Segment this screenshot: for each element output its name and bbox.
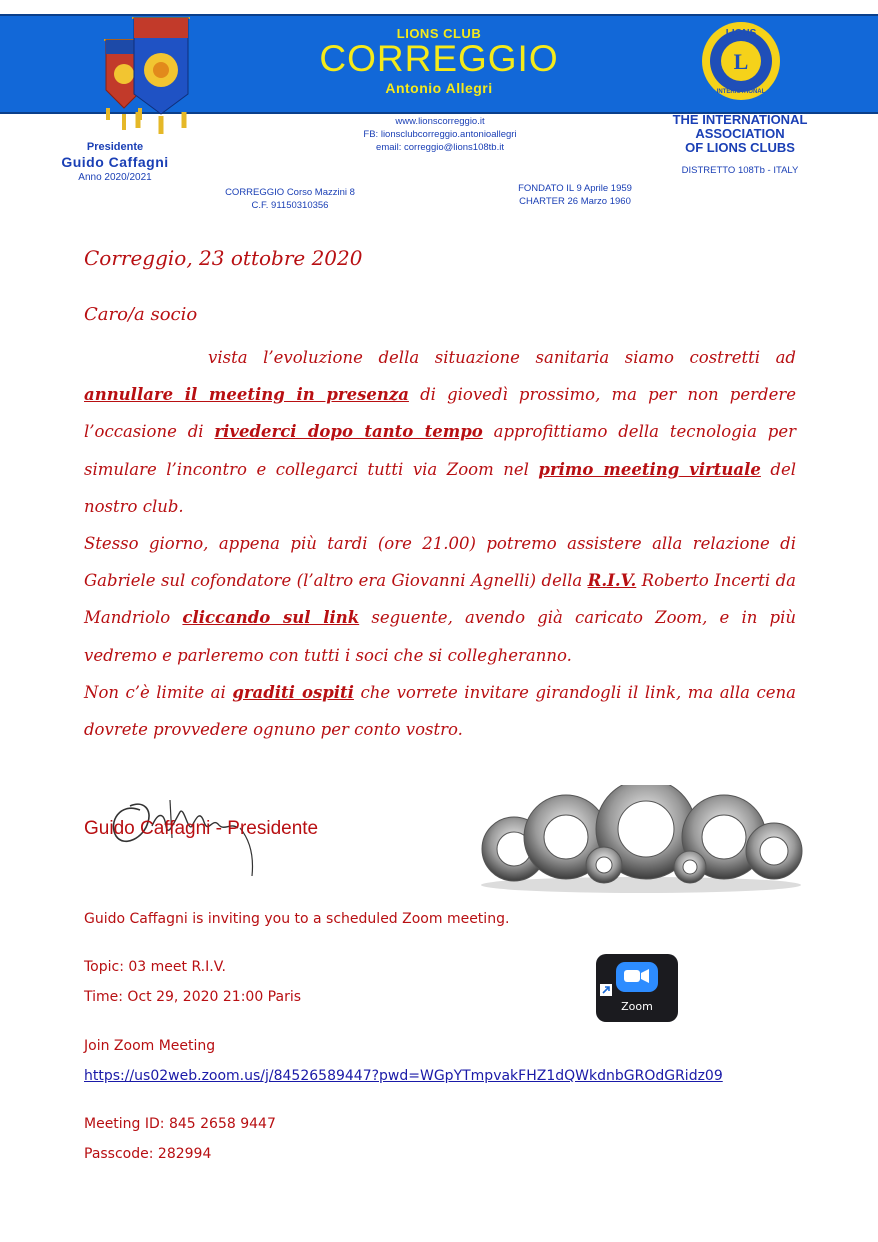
logo-letter: L <box>733 49 749 74</box>
underlined-text: R.I.V. <box>587 571 637 591</box>
address-block <box>200 186 380 212</box>
underlined-text: primo meeting virtuale <box>538 459 761 479</box>
intl-line-2: ASSOCIATION <box>695 126 785 141</box>
underlined-text: cliccando sul link <box>182 608 360 628</box>
underlined-text: graditi ospiti <box>232 682 354 702</box>
text: approfittiamo della tecnologia per simulare l’incontro e collegarci tutti via Zoom nel <box>84 422 796 479</box>
underlined-text: annullare il meeting in presenza <box>84 385 409 405</box>
club-subtitle: Antonio Allegri <box>385 80 493 96</box>
text: Stesso giorno, appena più tardi (ore 21.00) potremo assistere alla relazione di Gabriele sul cofondatore (l’altro era Giovanni Agnelli) della <box>84 534 796 591</box>
letter-date: Correggio, 23 ottobre 2020 <box>84 246 363 270</box>
founded-block <box>480 182 670 208</box>
club-name: CORREGGIO <box>319 38 559 79</box>
logo-text: LIONS <box>725 28 757 39</box>
letter-paragraph-2 <box>84 525 796 674</box>
address: CORREGGIO Corso Mazzini 8 <box>225 187 355 198</box>
website-link[interactable]: www.lionscorreggio.it <box>395 116 485 127</box>
zoom-meeting-link[interactable]: https://us02web.zoom.us/j/84526589447?pwd=WGpYTmpvakFHZ1dQWkdnbGROdGRidz09 <box>84 1068 723 1084</box>
international-association <box>650 113 830 155</box>
president-name: Guido Caffagni <box>61 154 169 170</box>
text: seguente, avendo già caricato Zoom, e in più vedremo e parleremo con tutti i soci che si collegheranno. <box>84 608 796 665</box>
text: vista l’evoluzione della situazione sanitaria siamo costretti ad <box>208 348 796 367</box>
letter-body <box>84 339 796 748</box>
text: di giovedì prossimo, ma per non perdere l’occasione di <box>84 385 796 442</box>
underlined-text: rivederci dopo tanto tempo <box>214 422 483 442</box>
fiscal-code: C.F. 91150310356 <box>251 200 329 211</box>
letter-paragraph-3 <box>84 674 796 748</box>
zoom-join-label: Join Zoom Meeting <box>84 1038 216 1054</box>
zoom-time: Time: Oct 29, 2020 21:00 Paris <box>84 989 302 1005</box>
text: Roberto Incerti da Mandriolo <box>84 571 796 628</box>
contact-block <box>300 115 580 154</box>
zoom-app-label: Zoom <box>621 1000 653 1013</box>
ball-bearings-image <box>476 785 806 895</box>
logo-text-bottom: INTERNATIONAL <box>716 89 766 95</box>
charter-date: CHARTER 26 Marzo 1960 <box>519 196 631 207</box>
email-link[interactable]: email: correggio@lions108tb.it <box>376 142 504 153</box>
intl-line-3: OF LIONS CLUBS <box>685 140 795 155</box>
district: DISTRETTO 108Tb - ITALY <box>681 165 799 176</box>
founded-date: FONDATO IL 9 Aprile 1959 <box>518 183 632 194</box>
text: del nostro club. <box>84 459 796 516</box>
text: che vorrete invitare girandogli il link, ma alla cena dovrete provvedere ognuno per conto vostro. <box>84 682 796 740</box>
pennant-flags-icon <box>98 8 194 136</box>
club-small-title: LIONS CLUB <box>396 26 482 41</box>
lions-international-logo-icon <box>700 20 782 102</box>
president-year: Anno 2020/2021 <box>78 172 152 183</box>
letter-greeting: Caro/a socio <box>84 304 198 325</box>
signature-name: Guido Caffagni - Presidente <box>84 818 319 839</box>
text: Non c’è limite ai <box>84 682 233 702</box>
zoom-app-icon[interactable] <box>594 952 680 1024</box>
facebook-link[interactable]: FB: lionsclubcorreggio.antonioallegri <box>363 129 517 140</box>
zoom-meeting-id: Meeting ID: 845 2658 9447 <box>84 1116 276 1132</box>
letter-paragraph-1 <box>84 339 796 525</box>
zoom-passcode: Passcode: 282994 <box>84 1146 212 1162</box>
zoom-topic: Topic: 03 meet R.I.V. <box>84 959 226 975</box>
zoom-invite-text: Guido Caffagni is inviting you to a scheduled Zoom meeting. <box>84 911 510 927</box>
intl-line-1: THE INTERNATIONAL <box>672 112 808 127</box>
president-role: Presidente <box>86 141 144 153</box>
